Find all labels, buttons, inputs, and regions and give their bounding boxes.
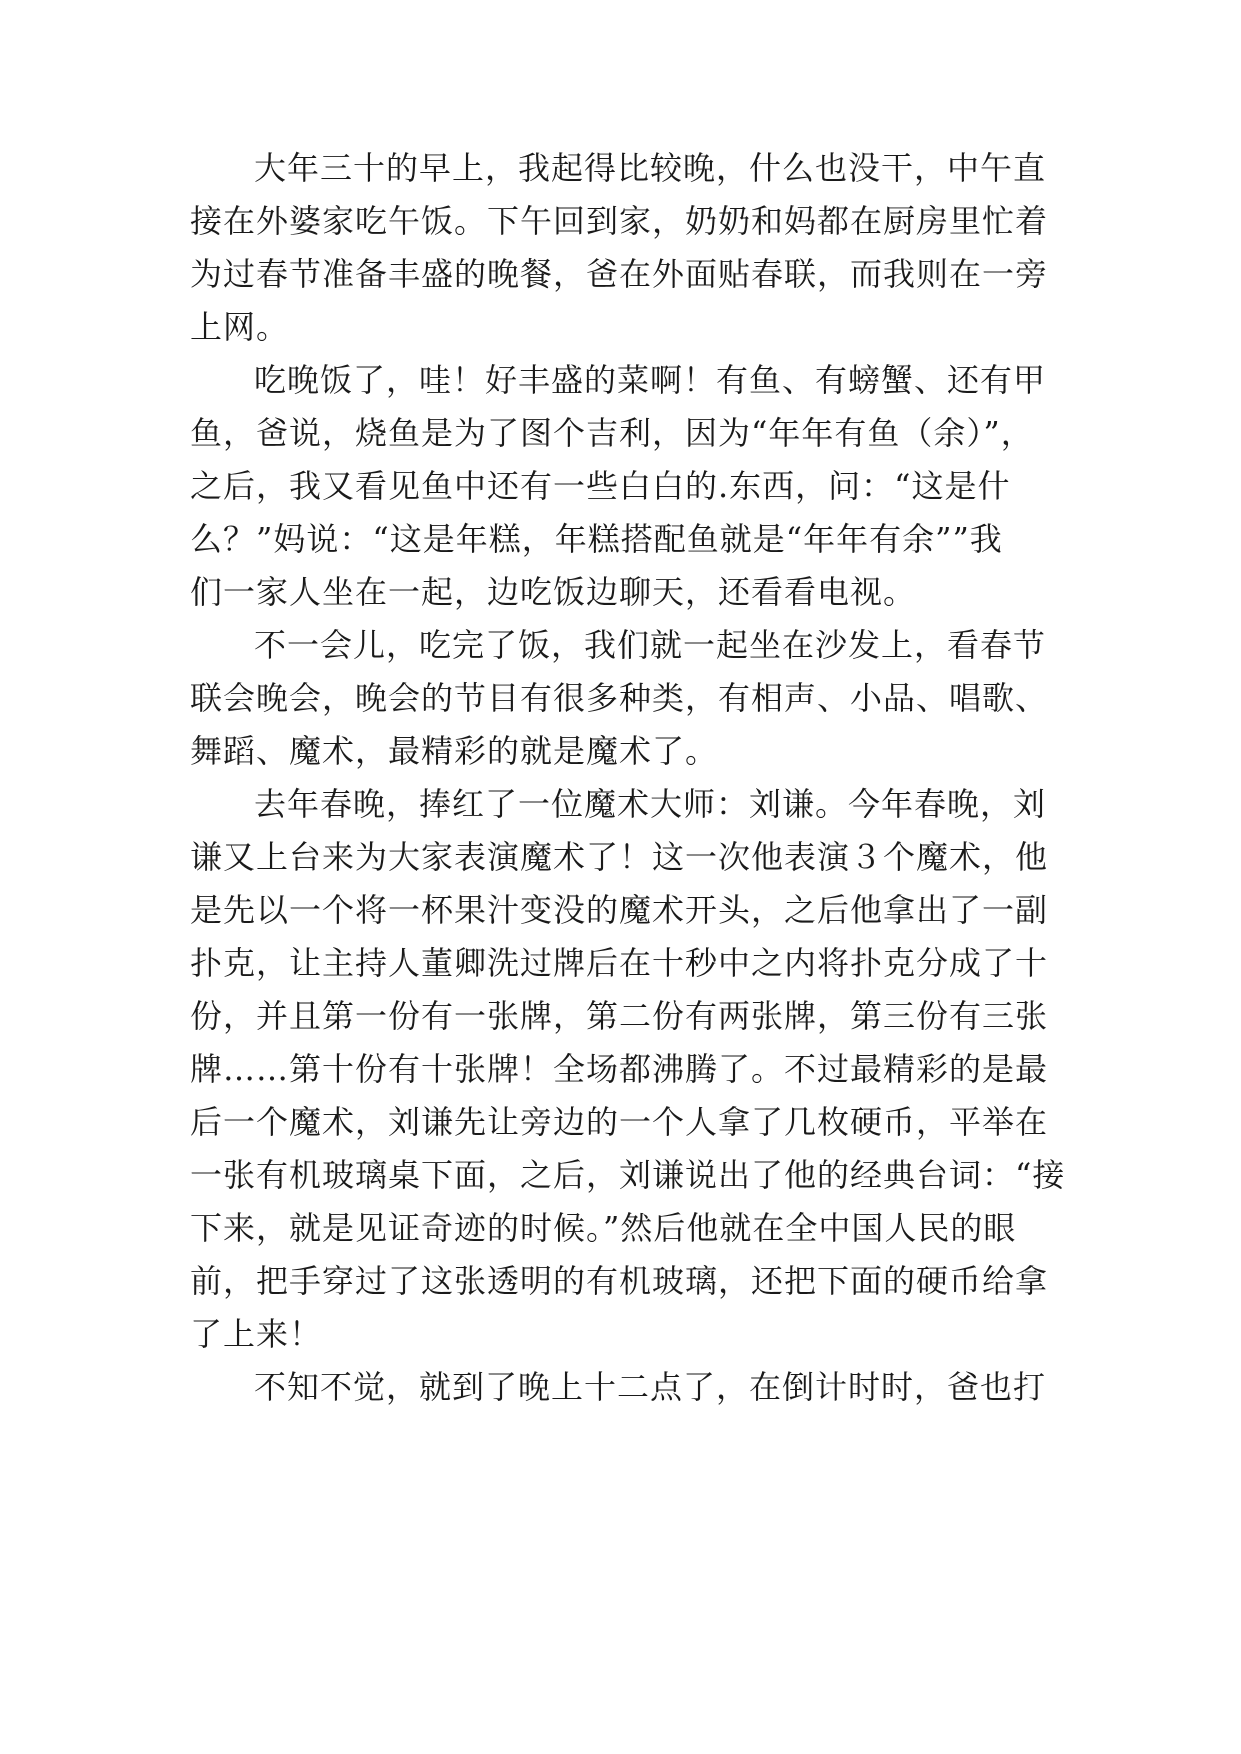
paragraph-4-line-1: 去年春晚，捧红了一位魔术大师：刘谦。今年春晚，刘 bbox=[254, 785, 1047, 823]
paragraph-4-line-5: 份，并且第一份有一张牌，第二份有两张牌，第三份有三张 bbox=[190, 997, 1049, 1035]
paragraph-3-line-1: 不一会儿，吃完了饭，我们就一起坐在沙发上，看春节 bbox=[254, 626, 1047, 664]
paragraph-2-line-2: 鱼，爸说，烧鱼是为了图个吉利，因为“年年有鱼（余）”， bbox=[190, 414, 1034, 452]
paragraph-4-line-7: 后一个魔术，刘谦先让旁边的一个人拿了几枚硬币，平举在 bbox=[190, 1103, 1049, 1141]
paragraph-2-line-1: 吃晚饭了，哇！好丰盛的菜啊！有鱼、有螃蟹、还有甲 bbox=[254, 361, 1047, 399]
paragraph-2-line-4: 么？”妈说：“这是年糕，年糕搭配鱼就是“年年有余””我 bbox=[190, 520, 1003, 558]
paragraph-2-line-5: 们一家人坐在一起，边吃饭边聊天，还看看电视。 bbox=[190, 573, 917, 611]
paragraph-5-line-1: 不知不觉，就到了晚上十二点了，在倒计时时，爸也打 bbox=[254, 1368, 1047, 1406]
paragraph-3-line-2: 联会晚会，晚会的节目有很多种类，有相声、小品、唱歌、 bbox=[190, 679, 1049, 717]
paragraph-4-line-9: 下来，就是见证奇迹的时候。”然后他就在全中国人民的眼 bbox=[190, 1209, 1017, 1247]
paragraph-1-line-4: 上网。 bbox=[190, 308, 290, 346]
paragraph-1-line-2: 接在外婆家吃午饭。下午回到家，奶奶和妈都在厨房里忙着 bbox=[190, 202, 1049, 240]
paragraph-1-line-1: 大年三十的早上，我起得比较晚，什么也没干，中午直 bbox=[254, 149, 1047, 187]
paragraph-2-line-3: 之后，我又看见鱼中还有一些白白的.东西，问：“这是什 bbox=[190, 467, 1011, 505]
paragraph-4-line-11: 了上来！ bbox=[190, 1315, 323, 1353]
paragraph-1-line-3: 为过春节准备丰盛的晚餐，爸在外面贴春联，而我则在一旁 bbox=[190, 255, 1049, 293]
paragraph-4-line-3: 是先以一个将一杯果汁变没的魔术开头，之后他拿出了一副 bbox=[190, 891, 1049, 929]
paragraph-4-line-6: 牌……第十份有十张牌！全场都沸腾了。不过最精彩的是最 bbox=[190, 1050, 1049, 1088]
paragraph-3-line-3: 舞蹈、魔术，最精彩的就是魔术了。 bbox=[190, 732, 719, 770]
paragraph-4-line-10: 前，把手穿过了这张透明的有机玻璃，还把下面的硬币给拿 bbox=[190, 1262, 1049, 1300]
paragraph-4-line-8: 一张有机玻璃桌下面，之后，刘谦说出了他的经典台词：“接 bbox=[190, 1156, 1066, 1194]
paragraph-4-line-2: 谦又上台来为大家表演魔术了！这一次他表演３个魔术，他 bbox=[190, 838, 1049, 876]
paragraph-4-line-4: 扑克，让主持人董卿洗过牌后在十秒中之内将扑克分成了十 bbox=[190, 944, 1049, 982]
